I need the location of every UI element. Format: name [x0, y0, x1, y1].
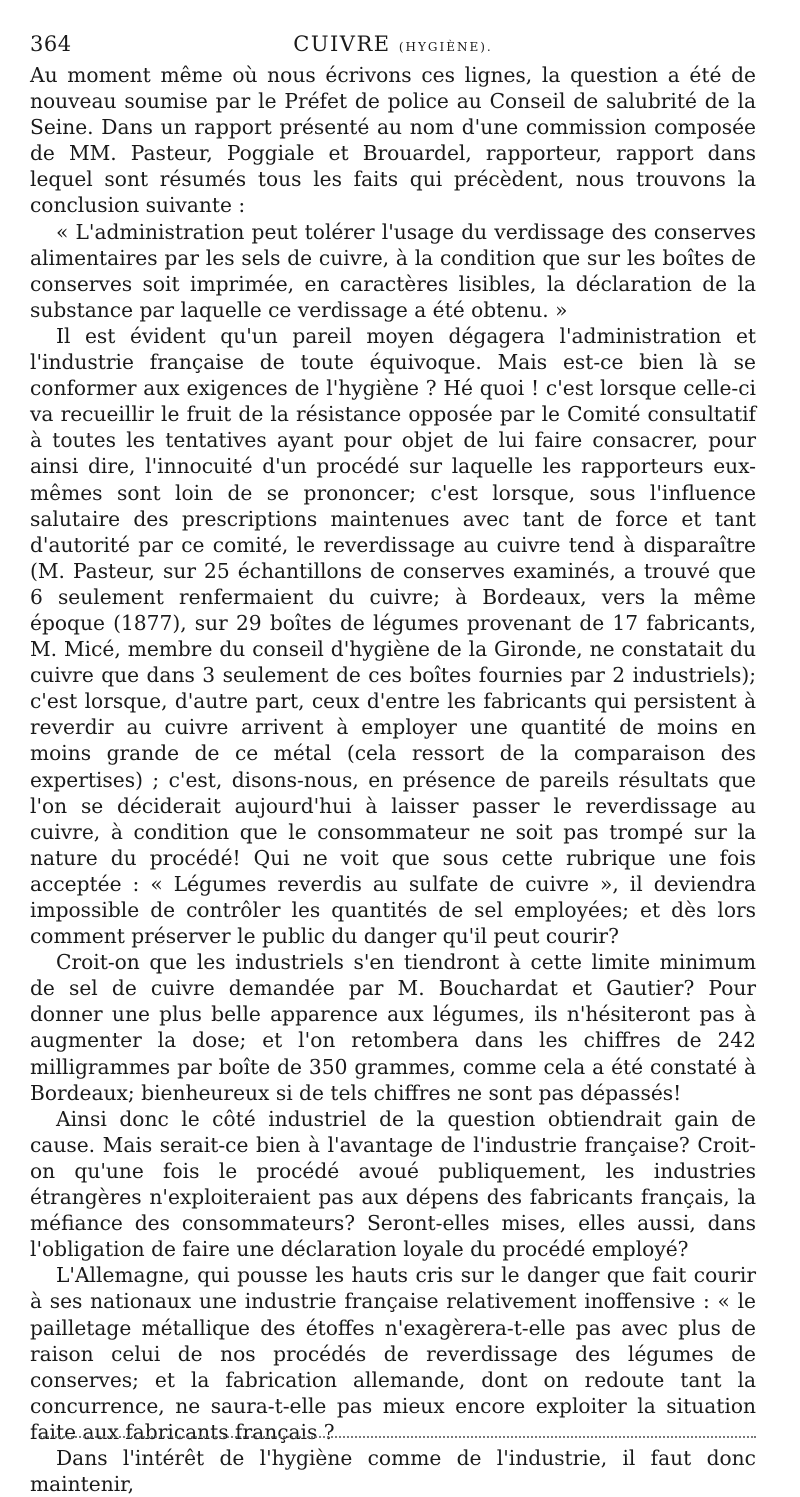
paragraph-3: Il est évident qu'un pareil moyen dégagera l'administration et l'industrie française de toute équivoque. Mais est-ce bien là se conformer aux exigences de l'hygiène ? Hé quoi ! c'est lorsque celle-ci va recueillir le fruit de la résistance opposée par le Comité consultatif à toutes les tentatives ayant pour objet de lui faire consacrer, pour ainsi dire, l'innocuité d'un procédé sur laquelle les rapporteurs eux-mêmes sont loin de se prononcer; c'est lorsque, sous l'influence salutaire des prescriptions maintenues avec tant de force et tant d'autorité par ce comité, le reverdissage au cuivre tend à disparaître (M. Pasteur, sur 25 échantillons de conserves examinés, a trouvé que 6 seulement renfermaient du cuivre; à Bordeaux, vers la même époque (1877), sur 29 boîtes de légumes provenant de 17 fabricants, M. Micé, membre du conseil d'hygiène de la Gironde, ne constatait du cuivre que dans 3 seulement de ces boîtes fournies par 2 industriels); c'est lorsque, d'autre part, ceux d'entre les fabricants qui persistent à reverdir au cuivre arrivent à employer une quantité de moins en moins grande de ce métal (cela ressort de la comparaison des expertises) ; c'est, disons-nous, en présence de pareils résultats que l'on se déciderait aujourd'hui à laisser passer le reverdissage au cuivre, à condition que le consommateur ne soit pas trompé sur la nature du procédé! Qui ne voit que sous cette rubrique une fois acceptée : « Légumes reverdis au sulfate de cuivre », il deviendra impossible de contrôler les quantités de sel employées; et dès lors comment préserver le public du danger qu'il peut courir? — [30, 323, 756, 949]
title-word: CUIVRE — [293, 32, 391, 56]
paragraph-5: Ainsi donc le côté industriel de la question obtiendrait gain de cause. Mais serait-ce bien à l'avantage de l'industrie française? Croit-on qu'une fois le procédé avoué publiquement, les industries étrangères n'exploiteraient pas aux dépens des fabricants français, la méfiance des consommateurs? Seront-elles mises, elles aussi, dans l'obligation de faire une déclaration loyale du procédé employé? — [30, 1106, 756, 1262]
paragraph-6: L'Allemagne, qui pousse les hauts cris sur le danger que fait courir à ses nationaux une industrie française relativement inoffensive : « le pailletage métallique des étoffes n'exagèrera-t-elle pas avec plus de raison celui de nos procédés de reverdissage des légumes de conserves; et la fabrication allemande, dont on redoute tant la concurrence, ne saura-t-elle pas mieux encore exploiter la situation faite aux fabricants français ? — [30, 1263, 756, 1444]
running-head — [30, 20, 756, 60]
title-subtitle: (HYGIÈNE). — [398, 40, 493, 54]
footer-rule — [40, 1436, 756, 1438]
paragraph-quote-conclusion: « L'administration peut tolérer l'usage du verdissage des conserves alimentaires par les sels de cuivre, à la condition que sur les boîtes de conserves soit imprimée, en caractères lisibles, la déclaration de la substance par laquelle ce verdissage a été obtenu. » — [30, 219, 756, 322]
page-number: 364 — [30, 32, 72, 56]
running-title — [30, 32, 756, 56]
paragraph-7: Dans l'intérêt de l'hygiène comme de l'industrie, il faut donc maintenir, — [30, 1445, 756, 1497]
body-text — [30, 62, 756, 1497]
paragraph-4: Croit-on que les industriels s'en tiendront à cette limite minimum de sel de cuivre demandée par M. Bouchardat et Gautier? Pour donner une plus belle apparence aux légumes, ils n'hésiteront pas à augmenter la dose; et l'on retombera dans les chiffres de 242 milligrammes par boîte de 350 grammes, comme cela a été constaté à Bordeaux; bienheureux si de tels chiffres ne sont pas dépassés! — [30, 950, 756, 1105]
paragraph-1: Au moment même où nous écrivons ces lignes, la question a été de nouveau soumise par le Préfet de police au Conseil de salubrité de la Seine. Dans un rapport présenté au nom d'une commission composée de MM. Pasteur, Poggiale et Brouardel, rapporteur, rapport dans lequel sont résumés tous les faits qui précèdent, nous trouvons la conclusion suivante : — [30, 63, 756, 218]
